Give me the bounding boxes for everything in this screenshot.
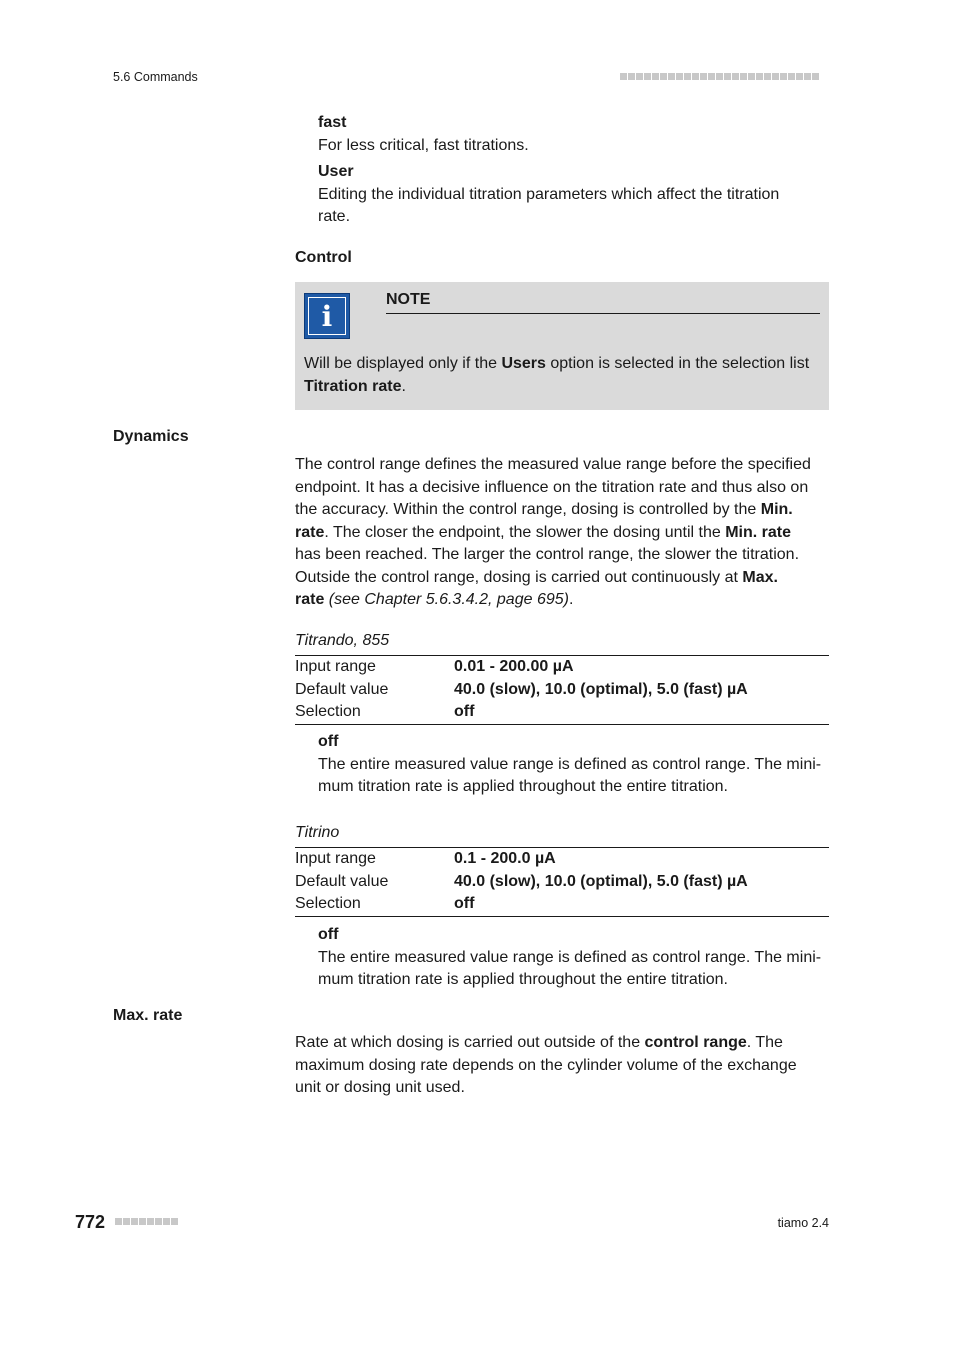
dynamics-term: rate xyxy=(295,523,325,541)
note-text xyxy=(304,353,824,398)
dynamics-text: . xyxy=(568,591,574,608)
table-row xyxy=(295,893,829,916)
max-rate-label: Max. rate xyxy=(113,1007,183,1024)
table-key: Selection xyxy=(295,703,361,720)
note-title: NOTE xyxy=(386,291,431,308)
table-key: Selection xyxy=(295,895,361,912)
dynamics-term: Max. xyxy=(742,568,778,586)
option-off-desc-line2: mum titration rate is applied throughout the entire titration. xyxy=(318,778,728,795)
table2-caption: Titrino xyxy=(295,824,340,841)
note-divider xyxy=(386,313,820,314)
table-row xyxy=(295,656,829,679)
dynamics-text: . The closer the endpoint, the slower the dosing until the xyxy=(324,523,726,541)
option-off-name: off xyxy=(318,926,339,943)
table-key: Input range xyxy=(295,658,376,675)
dynamics-term: rate xyxy=(295,591,325,608)
table-value: 0.01 - 200.00 µA xyxy=(454,658,574,675)
dynamics-line: has been reached. The larger the control range, the slower the titration. xyxy=(295,546,800,563)
table-value: 40.0 (slow), 10.0 (optimal), 5.0 (fast) µA xyxy=(454,680,748,698)
option-fast xyxy=(318,112,529,157)
table-value: 0.1 - 200.0 µA xyxy=(454,850,556,867)
dynamics-term: Min. xyxy=(760,501,793,518)
dynamics-term: Min. rate xyxy=(725,523,791,541)
max-rate-line: maximum dosing rate depends on the cylinder volume of the exchange xyxy=(295,1056,797,1074)
footer-decoration-squares xyxy=(115,1218,178,1225)
option-off-name: off xyxy=(318,733,339,750)
note-titration-rate-term: Titration rate xyxy=(304,377,402,395)
table-key: Input range xyxy=(295,850,376,867)
table-row xyxy=(295,848,829,871)
dynamics-label: Dynamics xyxy=(113,428,189,445)
table-value: 40.0 (slow), 10.0 (optimal), 5.0 (fast) µA xyxy=(454,872,748,890)
dynamics-description xyxy=(295,454,835,612)
option-fast-desc: For less critical, fast titrations. xyxy=(318,136,529,154)
control-range-term: control range xyxy=(644,1034,747,1051)
footer-product: tiamo 2.4 xyxy=(777,1216,829,1230)
option-user-name: User xyxy=(318,163,354,180)
dynamics-text: the accuracy. Within the control range, dosing is controlled by the xyxy=(295,501,761,518)
control-heading: Control xyxy=(295,249,352,266)
option-off-desc-line1: The entire measured value range is defined as control range. The mini- xyxy=(318,948,822,966)
table-value: off xyxy=(454,703,475,720)
dynamics-line: endpoint. It has a decisive influence on the titration rate and thus also on xyxy=(295,478,809,496)
table-row xyxy=(295,871,829,894)
table-row xyxy=(295,679,829,702)
table1-parameter-table xyxy=(295,655,829,725)
table1-caption: Titrando, 855 xyxy=(295,632,390,649)
dynamics-text: Outside the control range, dosing is carried out continuously at xyxy=(295,568,743,586)
note-text-part: option is selected in the selection list xyxy=(545,355,810,372)
chapter-reference-link[interactable]: (see Chapter 5.6.3.4.2, page 695) xyxy=(324,591,569,608)
table-key: Default value xyxy=(295,872,389,890)
option-off-desc-line1: The entire measured value range is defined as control range. The mini- xyxy=(318,755,822,773)
note-text-part: . xyxy=(401,377,406,395)
note-users-term: Users xyxy=(501,355,546,372)
table-key: Default value xyxy=(295,680,389,698)
max-rate-line: unit or dosing unit used. xyxy=(295,1079,465,1096)
header-decoration-squares xyxy=(620,73,819,80)
table-row xyxy=(295,701,829,724)
max-rate-text: Rate at which dosing is carried out outside of the xyxy=(295,1034,645,1051)
info-icon: i xyxy=(304,293,350,339)
max-rate-text: . The xyxy=(746,1034,783,1051)
table2-option-off xyxy=(318,924,821,992)
option-user-desc-line1: Editing the individual titration parameters which affect the titration xyxy=(318,185,780,203)
option-user-desc-line2: rate. xyxy=(318,208,351,225)
option-fast-name: fast xyxy=(318,114,347,131)
dynamics-line: The control range defines the measured value range before the specified xyxy=(295,456,811,473)
option-off-desc-line2: mum titration rate is applied throughout the entire titration. xyxy=(318,971,728,988)
table-value: off xyxy=(454,895,475,912)
table2-parameter-table xyxy=(295,847,829,917)
running-header-section: 5.6 Commands xyxy=(113,70,198,84)
page-number: 772 xyxy=(75,1212,106,1232)
table1-option-off xyxy=(318,731,821,799)
note-text-part: Will be displayed only if the xyxy=(304,355,502,372)
option-user xyxy=(318,161,779,229)
max-rate-description xyxy=(295,1032,835,1100)
